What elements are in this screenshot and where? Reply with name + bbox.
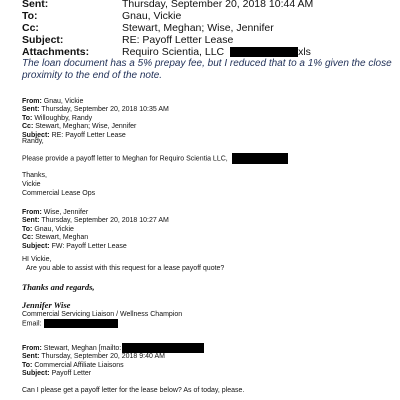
email1-sig-name: Vickie: [22, 181, 41, 188]
email2-from-row: From: Wise, Jennifer: [22, 209, 89, 216]
email3-sent-row: Sent: Thursday, September 20, 2018 9:40 AM: [22, 353, 165, 361]
attachment-name-prefix: Requiro Scientia, LLC: [122, 46, 225, 58]
email3-to-row: To: Commercial Affiliate Liaisons: [22, 361, 124, 369]
email1-sent-row: Sent: Thursday, September 20, 2018 10:35 AM: [22, 106, 169, 114]
email1-sig-title: Commercial Lease Ops: [22, 190, 96, 197]
email2-email-row: [22, 319, 118, 329]
redaction-box: [232, 153, 288, 164]
header-sent-value: Thursday, September 20, 2018 10:44 AM: [122, 0, 314, 10]
header-subject-value: RE: Payoff Letter Lease: [122, 34, 234, 46]
email1-to-row: To: Willoughby, Randy: [22, 114, 93, 122]
email2-to-row: To: Gnau, Vickie: [22, 225, 74, 233]
email2-subject-row: Subject: FW: Payoff Letter Lease: [22, 242, 127, 250]
email1-from-row: From: Gnau, Vickie: [22, 98, 84, 105]
header-cc-value: Stewart, Meghan; Wise, Jennifer: [122, 22, 274, 34]
email2-closing: Thanks and regards,: [22, 282, 95, 292]
redaction-box: [122, 343, 204, 353]
email3-body: Can I please get a payoff letter for the lease below? As of today, please.: [22, 387, 245, 394]
note-text: The loan document has a 5% prepay fee, but I reduced that to a 1% given the close proximity to the end of the note.: [22, 58, 392, 81]
email1-closing: Thanks,: [22, 172, 47, 179]
header-attachments-label: Attachments:: [22, 46, 90, 58]
redaction-box: [230, 47, 298, 57]
email1-greeting: Randy,: [22, 138, 44, 145]
header-to-value: Gnau, Vickie: [122, 10, 182, 22]
email2-greeting: HI Vickie,: [22, 256, 52, 263]
header-attachments-value: [122, 46, 311, 58]
header-subject-label: Subject:: [22, 34, 64, 46]
email1-cc-row: Cc: Stewart, Meghan; Wise, Jennifer: [22, 123, 137, 131]
email1-subject-row: Subject: RE: Payoff Letter Lease: [22, 131, 126, 139]
redaction-box: [44, 319, 118, 328]
email2-cc-row: Cc: Stewart, Meghan: [22, 234, 89, 242]
email2-header: [22, 209, 169, 251]
attachment-extension: xls: [298, 46, 311, 58]
email1-body: Please provide a payoff letter to Meghan for Requiro Scientia LLC,: [22, 153, 288, 164]
email2-sig-name: Jennifer Wise: [22, 300, 71, 310]
email2-body: Are you able to assist with this request for a lease payoff quote?: [26, 265, 225, 272]
header-to-label: To:: [22, 10, 38, 22]
email1-header: [22, 98, 169, 140]
email2-sig-title: Commercial Servicing Liaison / Wellness Champion: [22, 311, 183, 318]
email2-email-label: Email:: [22, 320, 42, 328]
email3-subject-row: Subject: Payoff Letter: [22, 370, 92, 378]
email3-from-row: From: Stewart, Meghan [mailto:: [22, 343, 204, 353]
email2-sent-row: Sent: Thursday, September 20, 2018 10:27 AM: [22, 217, 169, 225]
header-sent-label: Sent:: [22, 0, 49, 10]
email3-header: [22, 343, 204, 378]
header-cc-label: Cc:: [22, 22, 39, 34]
